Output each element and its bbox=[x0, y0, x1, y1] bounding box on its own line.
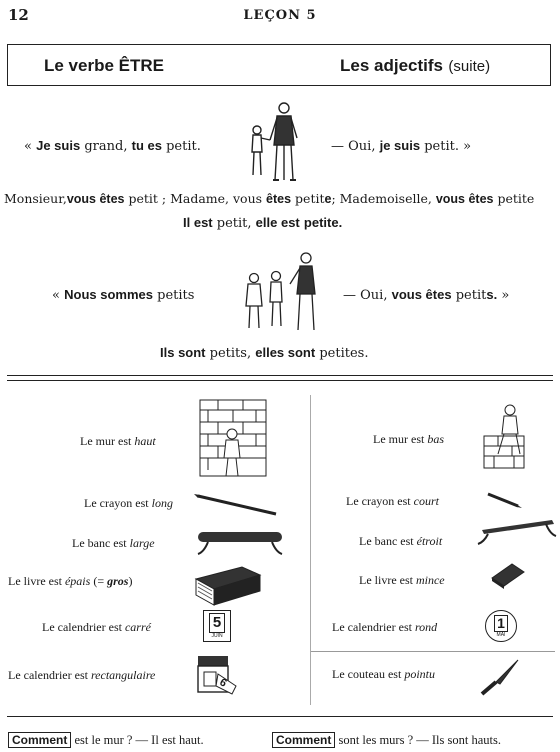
low-wall-illustration bbox=[480, 400, 528, 470]
round-calendar-day: 1 bbox=[494, 615, 508, 632]
s2-reply: — Oui, vous êtes petits. » bbox=[343, 287, 510, 303]
s1-question: « Je suis grand, tu es petit. bbox=[24, 138, 201, 154]
vocab-left-6: Le calendrier est rectangulaire bbox=[8, 668, 156, 682]
title-right-suffix: (suite) bbox=[448, 58, 491, 75]
question-1 bbox=[8, 733, 204, 748]
man-and-boy-illustration bbox=[244, 100, 304, 185]
group-children-illustration bbox=[240, 250, 325, 335]
question-2 bbox=[272, 733, 501, 748]
vocab-left-4: Le livre est épais (= gros) bbox=[8, 574, 133, 588]
page-number: 12 bbox=[8, 6, 29, 24]
s1-line2: Monsieur,vous êtes petit ; Madame, vous êtes petite; Mademoiselle, vous êtes petite bbox=[4, 191, 535, 206]
square-calendar-icon bbox=[203, 610, 231, 642]
round-calendar-icon bbox=[485, 610, 517, 642]
question-1-keyword: Comment bbox=[8, 732, 71, 748]
wide-bench-icon bbox=[194, 528, 286, 558]
s2-line2: Ils sont petits, elles sont petites. bbox=[160, 345, 369, 361]
vocab-right-1: Le mur est bas bbox=[373, 432, 444, 446]
rectangular-calendar-icon bbox=[192, 652, 242, 696]
question-2-keyword: Comment bbox=[272, 732, 335, 748]
square-calendar-day: 5 bbox=[209, 613, 225, 633]
bottom-divider bbox=[7, 716, 553, 717]
square-calendar-month: JUIN bbox=[211, 633, 223, 639]
title-right-main: Les adjectifs bbox=[340, 56, 443, 75]
vocab-right-2: Le crayon est court bbox=[346, 494, 439, 508]
title-left: Le verbe ÊTRE bbox=[44, 56, 164, 75]
lesson-title: LEÇON 5 bbox=[243, 8, 317, 23]
section-divider bbox=[7, 375, 553, 381]
vocab-right-4: Le livre est mince bbox=[359, 573, 445, 587]
vocab-left-2: Le crayon est long bbox=[84, 496, 173, 510]
vocab-left-3: Le banc est large bbox=[72, 536, 155, 550]
vocab-right-3: Le banc est étroit bbox=[359, 534, 443, 548]
thick-book-icon bbox=[192, 563, 264, 607]
column-divider bbox=[310, 395, 311, 705]
rectangular-calendar-day: 6 bbox=[217, 676, 229, 690]
high-wall-illustration bbox=[198, 398, 268, 478]
s2-question: « Nous sommes petits bbox=[52, 287, 195, 303]
long-pencil-icon bbox=[192, 490, 282, 518]
question-1-text: est le mur ? — Il est haut. bbox=[74, 733, 204, 747]
narrow-bench-icon bbox=[476, 516, 558, 546]
vocab-right-5: Le calendrier est rond bbox=[332, 620, 438, 634]
s1-reply: — Oui, je suis petit. » bbox=[331, 138, 472, 154]
short-pencil-icon bbox=[484, 490, 524, 510]
vocab-left-1: Le mur est haut bbox=[80, 434, 156, 448]
thin-book-icon bbox=[488, 560, 528, 590]
vocab-left-5: Le calendrier est carré bbox=[42, 620, 151, 634]
pointed-knife-icon bbox=[478, 658, 522, 698]
knife-row-divider bbox=[311, 651, 555, 652]
title-right bbox=[340, 56, 490, 76]
s1-line3: Il est petit, elle est petite. bbox=[183, 215, 343, 231]
round-calendar-month: MAI bbox=[496, 632, 506, 638]
vocab-right-6: Le couteau est pointu bbox=[332, 667, 435, 681]
question-2-text: sont les murs ? — Ils sont hauts. bbox=[338, 733, 501, 747]
